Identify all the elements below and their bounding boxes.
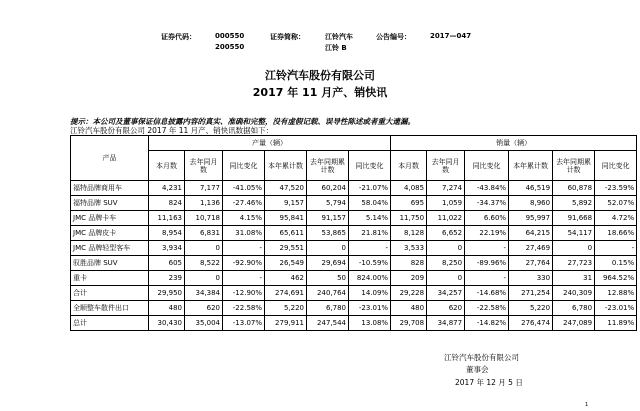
- table-cell: 8,954: [149, 226, 185, 241]
- table-cell: 0: [553, 241, 595, 256]
- table-cell: -92.90%: [223, 256, 265, 271]
- sub-header: 去年同期累计数: [307, 151, 349, 181]
- table-cell: 7,274: [427, 181, 465, 196]
- table-row: [71, 271, 637, 286]
- table-cell: 65,611: [265, 226, 307, 241]
- sub-header: 本月数: [149, 151, 185, 181]
- table-cell: 0: [185, 241, 223, 256]
- table-cell: 480: [149, 301, 185, 316]
- table-cell: -22.58%: [223, 301, 265, 316]
- table-cell: 13.08%: [349, 316, 391, 331]
- table-cell: 6.60%: [465, 211, 509, 226]
- table-cell: 11,750: [391, 211, 427, 226]
- table-cell: -41.05%: [223, 181, 265, 196]
- table-cell: -10.59%: [349, 256, 391, 271]
- table-cell: -: [465, 241, 509, 256]
- table-cell: 4,231: [149, 181, 185, 196]
- product-name: 全顺整车散件出口: [71, 301, 149, 316]
- sub-header: 同比变化: [595, 151, 637, 181]
- product-name: JMC 品牌卡车: [71, 211, 149, 226]
- table-cell: 9,157: [265, 196, 307, 211]
- table-cell: 18.66%: [595, 226, 637, 241]
- table-cell: 5,892: [553, 196, 595, 211]
- table-cell: 14.09%: [349, 286, 391, 301]
- signature-date: 2017 年 12 月 5 日: [455, 378, 523, 387]
- table-cell: 6,652: [427, 226, 465, 241]
- table-row: [71, 241, 637, 256]
- table-cell: 276,474: [509, 316, 553, 331]
- table-cell: 95,841: [265, 211, 307, 226]
- table-cell: 1,059: [427, 196, 465, 211]
- product-name: 合计: [71, 286, 149, 301]
- table-cell: 5,220: [265, 301, 307, 316]
- table-cell: 620: [427, 301, 465, 316]
- table-cell: 29,551: [265, 241, 307, 256]
- short-name-a: 江铃汽车: [325, 33, 353, 41]
- table-cell: 27,764: [509, 256, 553, 271]
- table-cell: 58.04%: [349, 196, 391, 211]
- table-cell: 330: [509, 271, 553, 286]
- table-cell: -23.01%: [349, 301, 391, 316]
- product-header: 产品: [71, 136, 149, 181]
- table-cell: 239: [149, 271, 185, 286]
- product-name: JMC 品牌皮卡: [71, 226, 149, 241]
- signature-board: 董事会: [466, 365, 489, 374]
- table-cell: 64,215: [509, 226, 553, 241]
- table-cell: 11,022: [427, 211, 465, 226]
- table-cell: 462: [265, 271, 307, 286]
- signature-company: 江铃汽车股份有限公司: [444, 353, 519, 362]
- production-sales-table: [70, 135, 637, 331]
- table-cell: 21.81%: [349, 226, 391, 241]
- table-cell: 824.00%: [349, 271, 391, 286]
- table-cell: 8,522: [185, 256, 223, 271]
- table-cell: 26,549: [265, 256, 307, 271]
- sub-header: 去年同月数: [427, 151, 465, 181]
- table-cell: -: [595, 241, 637, 256]
- table-cell: -23.59%: [595, 181, 637, 196]
- table-row: [71, 256, 637, 271]
- table-cell: -23.01%: [595, 301, 637, 316]
- table-cell: 3,934: [149, 241, 185, 256]
- table-cell: 8,250: [427, 256, 465, 271]
- table-cell: 35,004: [185, 316, 223, 331]
- table-cell: 31: [553, 271, 595, 286]
- table-cell: 12.88%: [595, 286, 637, 301]
- stock-code-b: 200550: [215, 43, 245, 51]
- sub-header: 本年累计数: [265, 151, 307, 181]
- sub-header: 同比变化: [465, 151, 509, 181]
- table-cell: 8,960: [509, 196, 553, 211]
- code-label: 证券代码：: [161, 33, 196, 41]
- table-cell: 29,950: [149, 286, 185, 301]
- table-cell: 91,668: [553, 211, 595, 226]
- product-name: JMC 品牌轻型客车: [71, 241, 149, 256]
- table-cell: -13.07%: [223, 316, 265, 331]
- disclosure-notice: 提示：本公司及董事保证信息披露内容的真实、准确和完整，没有虚假记载、误导性陈述或者重大遗漏。: [70, 117, 415, 126]
- table-row: [71, 181, 637, 196]
- table-cell: 95,997: [509, 211, 553, 226]
- table-row: [71, 316, 637, 331]
- table-cell: 695: [391, 196, 427, 211]
- table-cell: 279,911: [265, 316, 307, 331]
- table-cell: -: [349, 241, 391, 256]
- production-header: 产量（辆）: [149, 136, 391, 151]
- table-cell: 0.15%: [595, 256, 637, 271]
- table-cell: 247,544: [307, 316, 349, 331]
- table-cell: -: [223, 271, 265, 286]
- table-cell: 1,136: [185, 196, 223, 211]
- short-name-label: 证券简称：: [270, 33, 305, 41]
- sub-header: 同比变化: [349, 151, 391, 181]
- table-cell: 7,177: [185, 181, 223, 196]
- table-cell: 34,877: [427, 316, 465, 331]
- table-cell: 22.19%: [465, 226, 509, 241]
- table-row: [71, 286, 637, 301]
- table-cell: 53,865: [307, 226, 349, 241]
- table-cell: 27,469: [509, 241, 553, 256]
- table-cell: 828: [391, 256, 427, 271]
- table-cell: 4,085: [391, 181, 427, 196]
- notice-no-label: 公告编号：: [376, 33, 411, 41]
- table-cell: 6,831: [185, 226, 223, 241]
- table-cell: 4.15%: [223, 211, 265, 226]
- sub-header: 去年同期累计数: [553, 151, 595, 181]
- product-name: 福特品牌 SUV: [71, 196, 149, 211]
- table-cell: -27.46%: [223, 196, 265, 211]
- table-cell: -14.68%: [465, 286, 509, 301]
- table-cell: 34,257: [427, 286, 465, 301]
- stock-code-a: 000550: [215, 32, 245, 40]
- table-cell: 8,128: [391, 226, 427, 241]
- sub-header: 本月数: [391, 151, 427, 181]
- table-cell: 11,163: [149, 211, 185, 226]
- table-cell: 10,718: [185, 211, 223, 226]
- table-body: [71, 181, 637, 331]
- table-cell: -: [223, 241, 265, 256]
- table-cell: 964.52%: [595, 271, 637, 286]
- table-cell: -34.37%: [465, 196, 509, 211]
- table-cell: 605: [149, 256, 185, 271]
- table-cell: 29,708: [391, 316, 427, 331]
- table-cell: 5,220: [509, 301, 553, 316]
- table-row: [71, 301, 637, 316]
- table-cell: 46,519: [509, 181, 553, 196]
- sub-header: 去年同月数: [185, 151, 223, 181]
- table-cell: 240,764: [307, 286, 349, 301]
- table-cell: 0: [427, 271, 465, 286]
- table-cell: 271,254: [509, 286, 553, 301]
- table-cell: 29,694: [307, 256, 349, 271]
- table-row: [71, 226, 637, 241]
- table-cell: 5,794: [307, 196, 349, 211]
- table-cell: 27,723: [553, 256, 595, 271]
- table-cell: 0: [185, 271, 223, 286]
- table-cell: 29,228: [391, 286, 427, 301]
- product-name: 驭胜品牌 SUV: [71, 256, 149, 271]
- table-cell: 274,691: [265, 286, 307, 301]
- page-number: 1: [585, 402, 589, 408]
- table-cell: 52.07%: [595, 196, 637, 211]
- report-subtitle: 2017 年 11 月产、销快讯: [252, 86, 388, 99]
- table-cell: 30,430: [149, 316, 185, 331]
- table-cell: 3,533: [391, 241, 427, 256]
- short-name-b: 江铃 B: [325, 44, 347, 52]
- table-cell: 6,780: [553, 301, 595, 316]
- intro-text: 江铃汽车股份有限公司 2017 年 11 月产、销快讯数据如下：: [70, 126, 274, 135]
- table-cell: -22.58%: [465, 301, 509, 316]
- table-cell: 824: [149, 196, 185, 211]
- table-cell: 480: [391, 301, 427, 316]
- table-cell: 0: [307, 241, 349, 256]
- notice-no: 2017—047: [430, 32, 472, 40]
- table-cell: 91,157: [307, 211, 349, 226]
- table-cell: 54,117: [553, 226, 595, 241]
- table-cell: 60,878: [553, 181, 595, 196]
- product-name: 总计: [71, 316, 149, 331]
- table-cell: -12.90%: [223, 286, 265, 301]
- sales-header: 销量（辆）: [391, 136, 637, 151]
- table-cell: 247,089: [553, 316, 595, 331]
- table-row: [71, 196, 637, 211]
- table-cell: 34,384: [185, 286, 223, 301]
- sub-header: 本年累计数: [509, 151, 553, 181]
- table-cell: 31.08%: [223, 226, 265, 241]
- table-cell: 5.14%: [349, 211, 391, 226]
- table-cell: 50: [307, 271, 349, 286]
- sub-header: 同比变化: [223, 151, 265, 181]
- table-cell: -43.84%: [465, 181, 509, 196]
- table-cell: 11.89%: [595, 316, 637, 331]
- table-cell: -21.07%: [349, 181, 391, 196]
- table-cell: 620: [185, 301, 223, 316]
- table-cell: 6,780: [307, 301, 349, 316]
- table-cell: -89.96%: [465, 256, 509, 271]
- product-name: 重卡: [71, 271, 149, 286]
- table-cell: 209: [391, 271, 427, 286]
- table-cell: 0: [427, 241, 465, 256]
- table-cell: -: [465, 271, 509, 286]
- company-title: 江铃汽车股份有限公司: [265, 69, 375, 82]
- table-cell: 47,520: [265, 181, 307, 196]
- table-cell: -14.82%: [465, 316, 509, 331]
- table-cell: 240,309: [553, 286, 595, 301]
- table-row: [71, 211, 637, 226]
- product-name: 福特品牌商用车: [71, 181, 149, 196]
- table-cell: 60,204: [307, 181, 349, 196]
- table-cell: 4.72%: [595, 211, 637, 226]
